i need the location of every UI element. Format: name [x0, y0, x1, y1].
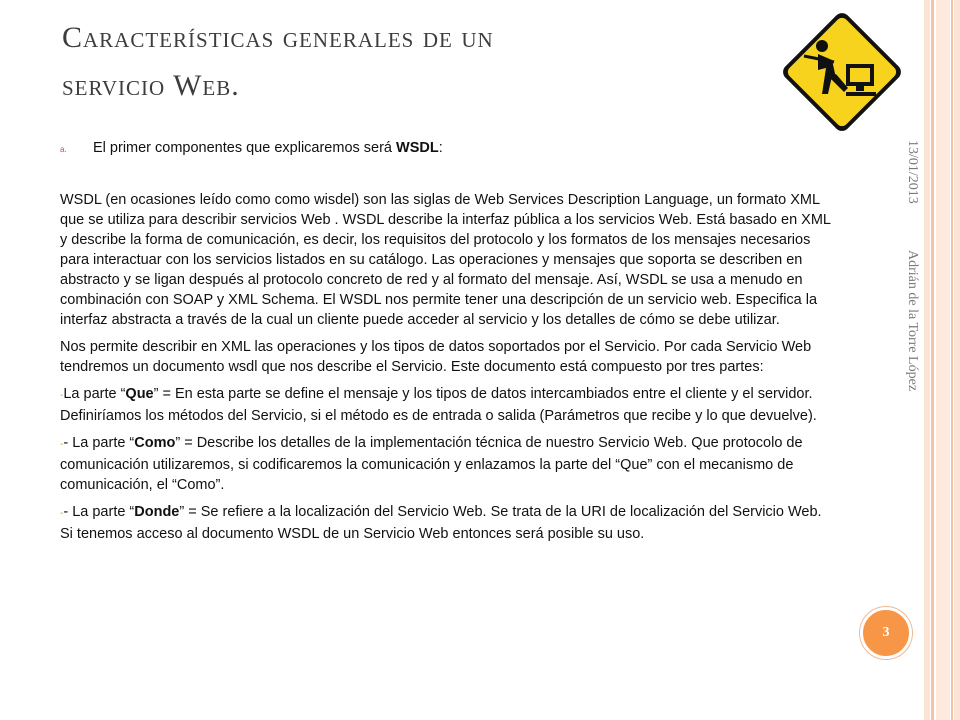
decor-stripe-5	[954, 0, 960, 720]
part-donde-prefix: - La parte “	[63, 504, 135, 520]
part-que-text: ” = En esta parte se define el mensaje y los tipos de datos intercambiados entre el cliente y el servidor. Definiríamos los métodos del Servicio, si el método es de entrada o salida (Parámetros que recibe y lo que devuelve).	[60, 386, 817, 424]
dash-marker: -	[60, 390, 64, 401]
bullet-marker: a.	[60, 145, 67, 154]
title-line-1: Características generales de un	[62, 21, 494, 54]
slide-date: 13/01/2013	[905, 140, 920, 204]
decor-stripe-2	[931, 0, 934, 720]
slide-body	[60, 138, 832, 551]
part-que	[60, 384, 832, 426]
bullet-bold: WSDL	[396, 140, 439, 156]
page-number: 3	[882, 625, 890, 640]
part-como	[60, 433, 832, 495]
part-donde-bold: Donde	[134, 504, 180, 520]
decor-stripe-1	[924, 0, 930, 720]
dash-marker: -	[60, 508, 64, 519]
bullet-suffix: :	[438, 140, 443, 156]
decor-stripe-3	[936, 0, 950, 720]
part-que-prefix: La parte “	[63, 386, 126, 402]
bullet-text	[93, 138, 443, 158]
decor-stripe-4	[951, 0, 953, 720]
dash-marker: -	[60, 439, 64, 450]
slide-title	[62, 14, 752, 110]
title-line-2: servicio Web.	[62, 69, 240, 102]
paragraph-wsdl-parts: Nos permite describir en XML las operaciones y los tipos de datos soportados por el Servicio. Por cada Servicio Web tendremos un documento wsdl que nos describe el Servicio. Este documento está compuesto por tres partes:	[60, 339, 812, 375]
slide-author: Adrián de la Torre López	[905, 250, 920, 392]
bullet-prefix: El primer componentes que explicaremos será	[93, 140, 397, 156]
part-como-text: ” = Describe los detalles de la implementación técnica de nuestro Servicio Web. Que protocolo de comunicación utilizaremos, si codificaremos la comunicación y enlazamos la parte del “Que” con el mecanismo de comunicación, el “Como”.	[60, 435, 803, 493]
page-number-badge	[860, 607, 912, 659]
bullet-wsdl	[60, 138, 832, 160]
part-donde-text: ” = Se refiere a la localización del Servicio Web. Se trata de la URI de localización del Servicio Web. Si tenemos acceso al documento WSDL de un Servicio Web entonces será posible su uso.	[60, 504, 822, 542]
footer-vertical	[902, 140, 922, 440]
paragraph-wsdl-definition: WSDL (en ocasiones leído como como wisdel) son las siglas de Web Services Description Language, un formato XML que se utiliza para describir servicios Web . WSDL describe la interfaz pública a los servicios Web. Está basado en XML y describe la forma de comunicación, es decir, los requisitos del protocolo y los formatos de los mensajes necesarios para interactuar con los servicios listados en su catálogo. Las operaciones y mensajes que soporta se describen en abstracto y se ligan después al protocolo concreto de red y al formato del mensaje. Así, WSDL se usa a menudo en combinación con SOAP y XML Schema. El WSDL nos permite tener una descripción de un servicio web. Especifica la interfaz abstracta a través de la cual un cliente puede acceder al servicio y los detalles de cómo se debe utilizar.	[60, 192, 831, 328]
part-que-bold: Que	[125, 386, 154, 402]
part-como-prefix: - La parte “	[63, 435, 135, 451]
part-como-bold: Como	[134, 435, 176, 451]
under-construction-sign-icon	[774, 4, 910, 140]
part-donde	[60, 502, 832, 544]
